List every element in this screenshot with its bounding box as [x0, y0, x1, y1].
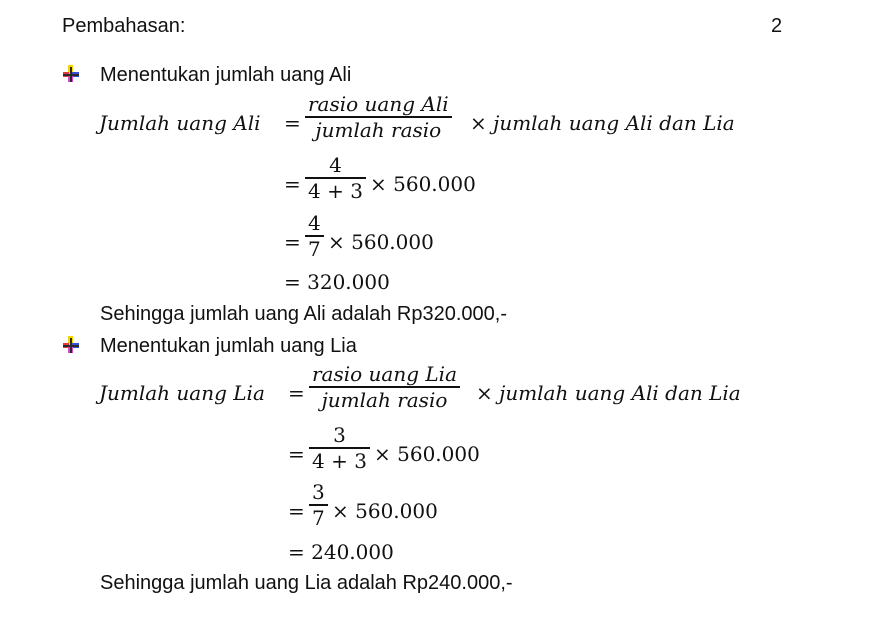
fraction-denominator: jumlah rasio	[321, 387, 448, 412]
fraction-numerator: rasio uang Ali	[308, 92, 449, 116]
fraction-4-over-4plus3	[305, 153, 366, 203]
times-value: × 560.000	[370, 172, 476, 196]
fraction-numerator: 3	[312, 480, 325, 504]
result-lia: = 240.000	[288, 540, 394, 564]
heading-ali: Menentukan jumlah uang Ali	[100, 64, 352, 86]
four-color-cross-bullet-icon	[60, 63, 82, 85]
page-number: 2	[771, 15, 783, 37]
equals-sign: =	[284, 172, 301, 196]
four-color-cross-bullet-icon	[60, 334, 82, 356]
fraction-denominator: 7	[312, 505, 325, 530]
result-ali: = 320.000	[284, 270, 390, 294]
fraction-3-over-4plus3	[309, 423, 370, 473]
conclusion-ali: Sehingga jumlah uang Ali adalah Rp320.000,-	[100, 303, 507, 325]
lhs-ali: Jumlah uang Ali	[99, 111, 261, 135]
fraction-3-over-7	[309, 480, 328, 530]
times-total-lia: × jumlah uang Ali dan Lia	[476, 381, 741, 405]
fraction-denominator: 7	[308, 236, 321, 261]
fraction-ratio-ali	[305, 92, 452, 142]
equals-sign: =	[284, 111, 301, 135]
fraction-ratio-lia	[309, 362, 460, 412]
fraction-4-over-7	[305, 211, 324, 261]
equals-sign: =	[284, 230, 301, 254]
section-title: Pembahasan:	[62, 15, 186, 37]
equals-sign: =	[288, 499, 305, 523]
equals-sign: =	[288, 381, 305, 405]
fraction-numerator: 4	[308, 211, 321, 235]
fraction-denominator: 4 + 3	[308, 178, 363, 203]
conclusion-lia: Sehingga jumlah uang Lia adalah Rp240.000,-	[100, 572, 513, 594]
fraction-numerator: 4	[329, 153, 342, 177]
fraction-denominator: 4 + 3	[312, 448, 367, 473]
fraction-numerator: 3	[333, 423, 346, 447]
times-value: × 560.000	[332, 499, 438, 523]
times-value: × 560.000	[328, 230, 434, 254]
times-value: × 560.000	[374, 442, 480, 466]
equals-sign: =	[288, 442, 305, 466]
lhs-lia: Jumlah uang Lia	[99, 381, 265, 405]
times-total-ali: × jumlah uang Ali dan Lia	[470, 111, 735, 135]
heading-lia: Menentukan jumlah uang Lia	[100, 335, 357, 357]
fraction-numerator: rasio uang Lia	[312, 362, 457, 386]
fraction-denominator: jumlah rasio	[315, 117, 442, 142]
